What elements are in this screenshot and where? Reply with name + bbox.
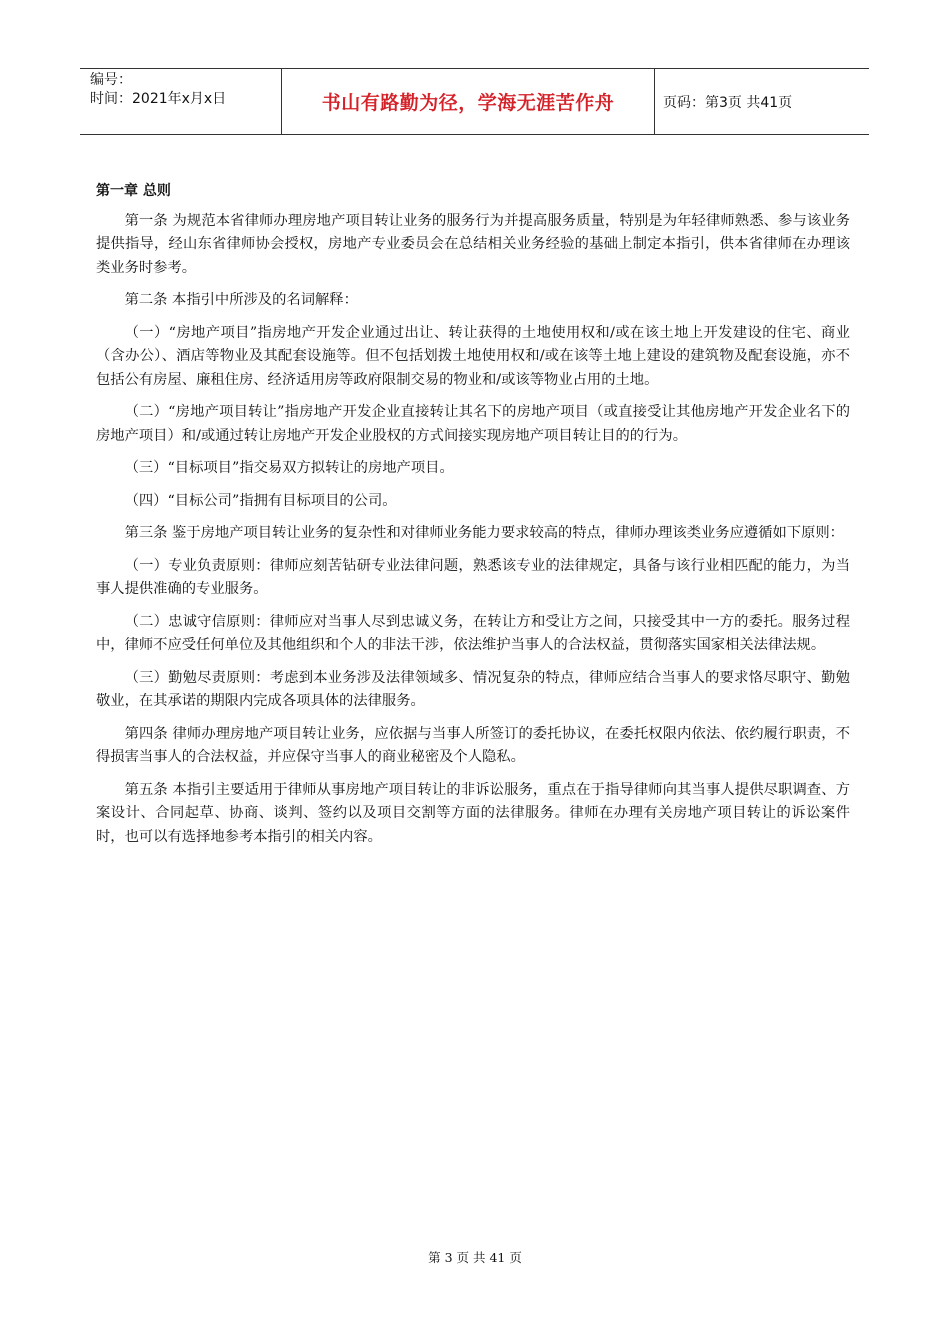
article-2-item-3: （三）“目标项目”指交易双方拟转让的房地产项目。: [124, 460, 454, 476]
document-number-label: 编号：: [90, 72, 132, 88]
article-1: 第一条 为规范本省律师办理房地产项目转让业务的服务行为并提高服务质量，特别是为年轻律师熟悉、参与该业务提供指导，经山东省律师协会授权，房地产专业委员会在总结相关业务经验的基础上制定本指引，供本省律师在办理该类业务时参考。: [96, 212, 850, 276]
article-2-item-1: （一）“房地产项目”指房地产开发企业通过出让、转让获得的土地使用权和/或在该土地上开发建设的住宅、商业（含办公）、酒店等物业及其配套设施等。但不包括划拨土地使用权和/或在该等土地上建设的建筑物及配套设施，亦不包括公有房屋、廉租住房、经济适用房等政府限制交易的物业和/或该等物业占用的土地。: [96, 324, 850, 388]
header-meta: [80, 69, 281, 134]
header-motto: 书山有路勤为径，学海无涯苦作舟: [281, 69, 655, 134]
header-page-info: 页码：第3页 共41页: [663, 94, 793, 111]
article-3-item-1: （一）专业负责原则：律师应刻苦钻研专业法律问题，熟悉该专业的法律规定，具备与该行业相匹配的能力，为当事人提供准确的专业服务。: [96, 557, 850, 597]
article-3: 第三条 鉴于房地产项目转让业务的复杂性和对律师业务能力要求较高的特点，律师办理该类业务应遵循如下原则：: [124, 525, 844, 541]
article-3-item-2: （二）忠诚守信原则：律师应对当事人尽到忠诚义务，在转让方和受让方之间，只接受其中一方的委托。服务过程中，律师不应受任何单位及其他组织和个人的非法干涉，依法维护当事人的合法权益，贯彻落实国家相关法律法规。: [96, 613, 850, 653]
article-3-item-3: （三）勤勉尽责原则：考虑到本业务涉及法律领域多、情况复杂的特点，律师应结合当事人的要求恪尽职守、勤勉敬业，在其承诺的期限内完成各项具体的法律服务。: [96, 669, 850, 709]
article-2: 第二条 本指引中所涉及的名词解释：: [124, 292, 358, 308]
article-5: 第五条 本指引主要适用于律师从事房地产项目转让的非诉讼服务，重点在于指导律师向其当事人提供尽职调查、方案设计、合同起草、协商、谈判、签约以及项目交割等方面的法律服务。律师在办理有关房地产项目转让的诉讼案件时，也可以有选择地参考本指引的相关内容。: [96, 781, 850, 845]
article-2-item-2: （二）“房地产项目转让”指房地产开发企业直接转让其名下的房地产项目（或直接受让其他房地产开发企业名下的房地产项目）和/或通过转让房地产开发企业股权的方式间接实现房地产项目转让目的的行为。: [96, 404, 850, 444]
article-2-item-4: （四）“目标公司”指拥有目标项目的公司。: [124, 492, 397, 509]
page-footer: 第 3 页 共 41 页: [428, 1250, 522, 1265]
chapter-title: 第一章 总则: [96, 183, 171, 199]
page-header: [80, 68, 869, 135]
article-4: 第四条 律师办理房地产项目转让业务，应依据与当事人所签订的委托协议，在委托权限内依法、依约履行职责，不得损害当事人的合法权益，并应保守当事人的商业秘密及个人隐私。: [96, 725, 850, 765]
document-body: [96, 180, 850, 858]
document-date: 时间：2021年x月x日: [90, 91, 227, 107]
